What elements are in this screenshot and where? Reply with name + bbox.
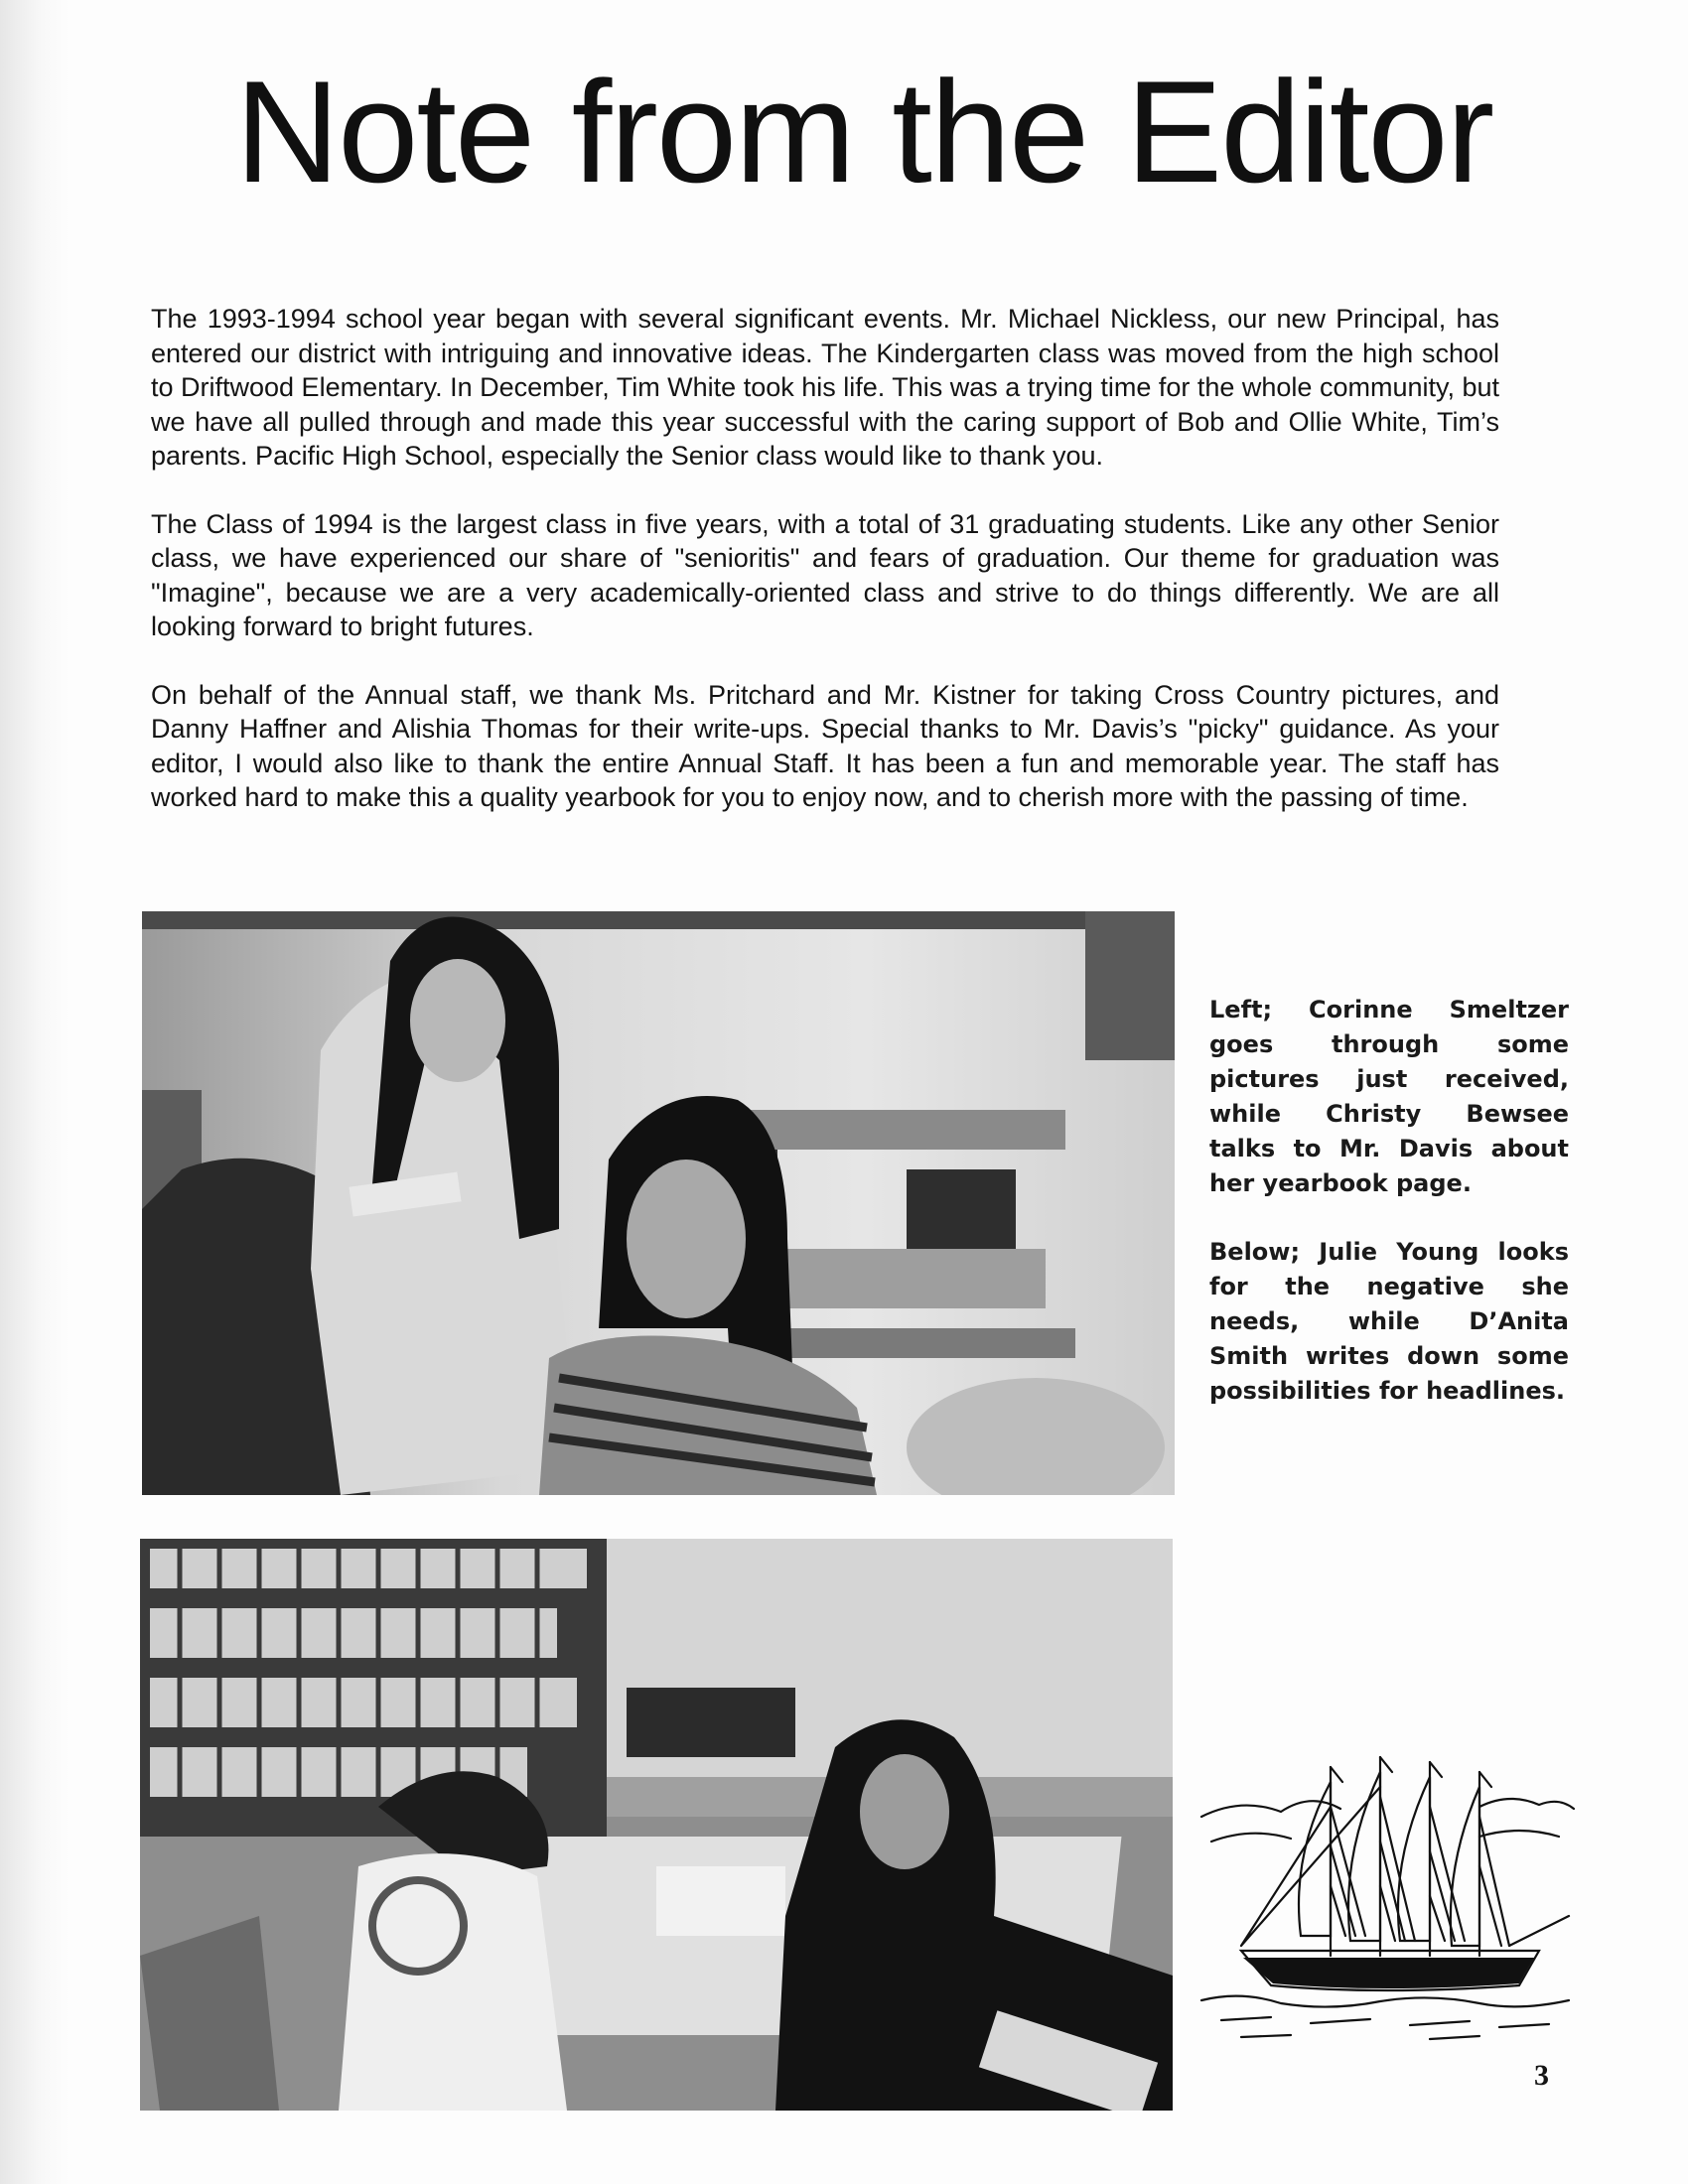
editor-note-body xyxy=(151,302,1499,849)
page-title: Note from the Editor xyxy=(234,51,1493,212)
bottom-photo xyxy=(140,1539,1173,2111)
caption-left-photo: Left; Corinne Smeltzer goes through some pictures just received, while Christy Bewsee talks to Mr. Davis about her yearbook page. xyxy=(1209,996,1569,1197)
paragraph-1: The 1993-1994 school year began with several significant events. Mr. Michael Nickless, our new Principal, has entered our district with intriguing and innovative ideas. The Kindergarten class was moved from the high school to Driftwood Elementary. In December, Tim White took his life. This was a trying time for the whole community, but we have all pulled through and made this year successful with the caring support of Bob and Ollie White, Tim’s parents. Pacific High School, especially the Senior class would like to thank you. xyxy=(151,304,1500,471)
page-number: 3 xyxy=(1534,2059,1549,2092)
photo-captions xyxy=(1209,993,1569,1442)
library-photo-image xyxy=(140,1539,1173,2111)
caption-below-photo: Below; Julie Young looks for the negative she needs, while D’Anita Smith writes down some possibilities for headlines. xyxy=(1209,1238,1569,1405)
sailing-ship-illustration xyxy=(1182,1747,1579,2045)
paragraph-2: The Class of 1994 is the largest class in five years, with a total of 31 graduating students. Like any other Senior class, we have experienced our share of "senioritis" and fears of graduation. Our theme for graduation was "Imagine", because we are a very academically-oriented class and strive to do things differently. We are all looking forward to bright futures. xyxy=(151,508,1499,641)
top-photo xyxy=(142,911,1175,1495)
classroom-photo-image xyxy=(142,911,1175,1495)
page-edge-shadow xyxy=(0,0,70,2184)
paragraph-3: On behalf of the Annual staff, we thank Ms. Pritchard and Mr. Kistner for taking Cross Country pictures, and Danny Haffner and Alishia Thomas for their write-ups. Special thanks to Mr. Davis’s "picky" guidance. As your editor, I would also like to thank the entire Annual Staff. It has been a fun and memorable year. The staff has worked hard to make this a quality yearbook for you to enjoy now, and to cherish more with the passing of time. xyxy=(151,679,1499,812)
